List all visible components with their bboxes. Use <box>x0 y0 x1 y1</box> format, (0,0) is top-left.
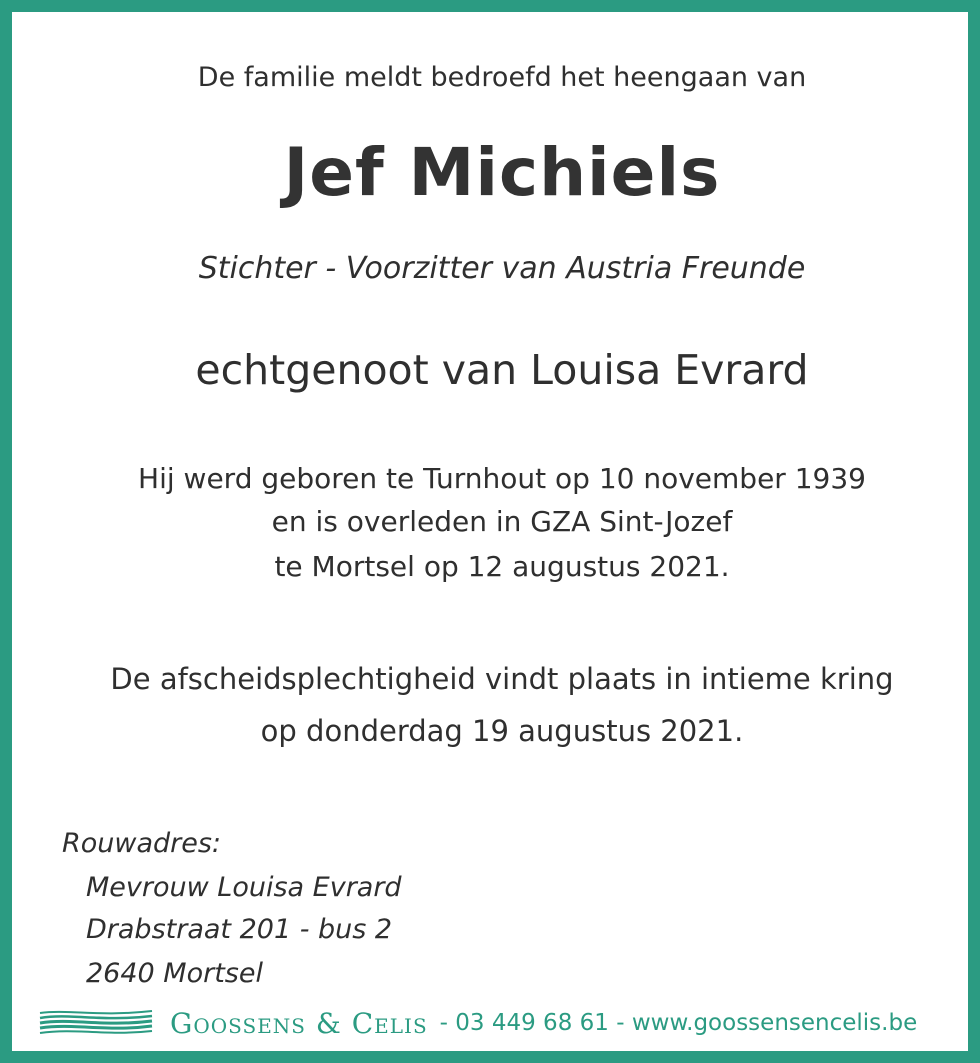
address-line-name: Mevrouw Louisa Evrard <box>86 872 402 903</box>
wave-lines-icon <box>38 1007 154 1039</box>
death-date-line: te Mortsel op 12 augustus 2021. <box>274 550 730 583</box>
birth-line: Hij werd geboren te Turnhout op 10 november 1939 <box>138 462 866 495</box>
ceremony-line: De afscheidsplechtigheid vindt plaats in intieme kring <box>110 662 894 696</box>
intro-text: De familie meldt bedroefd het heengaan van <box>197 62 807 93</box>
ceremony-date-line: op donderdag 19 augustus 2021. <box>260 714 744 748</box>
funeral-home-footer <box>38 1003 917 1043</box>
address-heading: Rouwadres: <box>62 828 222 859</box>
funeral-home-logo-text: Goossens & Celis <box>170 1006 428 1040</box>
spouse-line: echtgenoot van Louisa Evrard <box>195 346 809 394</box>
funeral-home-contact: - 03 449 68 61 - www.goossensencelis.be <box>439 1010 918 1036</box>
deceased-name: Jef Michiels <box>283 134 721 211</box>
deceased-role: Stichter - Voorzitter van Austria Freunde <box>198 251 806 286</box>
address-line-street: Drabstraat 201 - bus 2 <box>86 914 393 945</box>
death-line: en is overleden in GZA Sint-Jozef <box>271 505 733 538</box>
address-line-city: 2640 Mortsel <box>86 958 263 989</box>
